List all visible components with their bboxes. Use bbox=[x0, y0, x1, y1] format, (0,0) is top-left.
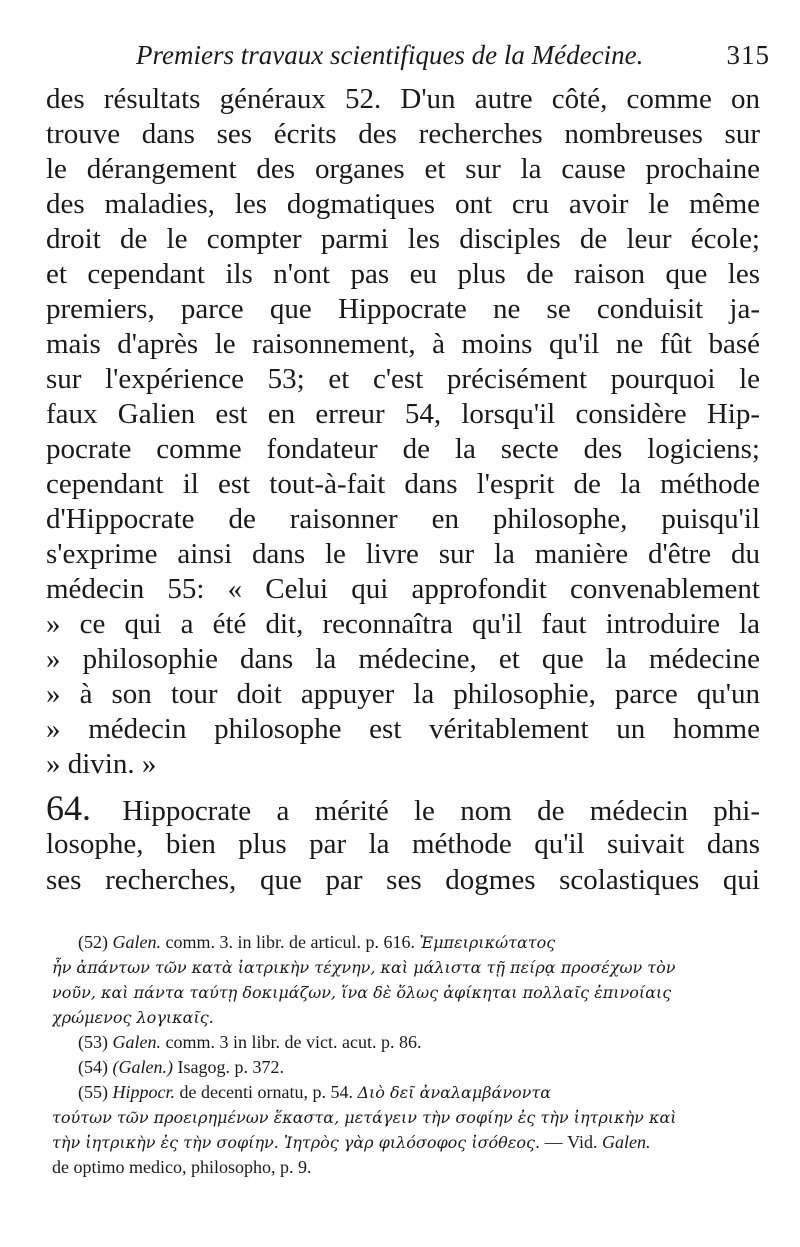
text-line: premiers, parce que Hippocrate ne se conduisit ja- bbox=[46, 293, 760, 325]
greek-text: Ἐμπειρικώτατος bbox=[419, 933, 556, 952]
footnote-reference: comm. 3. in libr. de articul. p. 616. bbox=[165, 932, 415, 952]
greek-line: χρώμενος λογικαῖς. bbox=[52, 1008, 214, 1027]
text-line bbox=[46, 790, 760, 826]
text-line: des maladies, les dogmatiques ont cru avoir le même bbox=[46, 188, 760, 220]
text-line: le dérangement des organes et sur la cause prochaine bbox=[46, 153, 760, 185]
text-line: cependant il est tout-à-fait dans l'esprit de la méthode bbox=[46, 468, 760, 500]
footnote-55 bbox=[78, 1080, 762, 1105]
text-line: » à son tour doit appuyer la philosophie, parce qu'un bbox=[46, 678, 760, 710]
text-line: trouve dans ses écrits des recherches nombreuses sur bbox=[46, 118, 760, 150]
greek-line-with-ref bbox=[52, 1130, 762, 1155]
footnote-last-line: de optimo medico, philosopho, p. 9. bbox=[52, 1157, 312, 1177]
paragraph-1 bbox=[46, 82, 760, 782]
first-line-text: Hippocrate a mérité le nom de médecin phi- bbox=[122, 795, 760, 826]
text-line: et cependant ils n'ont pas eu plus de raison que les bbox=[46, 258, 760, 290]
footnote-marker: (54) bbox=[78, 1057, 108, 1077]
footnote-reference: comm. 3 in libr. de vict. acut. p. 86. bbox=[165, 1032, 422, 1052]
footnote-52 bbox=[78, 930, 762, 955]
footnote-author: Galen. bbox=[112, 1032, 161, 1052]
greek-text: τὴν ἰητρικὴν ἐς τὴν σοφίην. Ἰητρὸς γὰρ φιλόσοφος ἰσόθεος. bbox=[52, 1133, 541, 1152]
greek-line: ἦν ἁπάντων τῶν κατὰ ἰατρικὴν τέχνην, καὶ μάλιστα τῇ πείρᾳ προσέχων τὸν bbox=[52, 958, 676, 977]
text-line: losophe, bien plus par la méthode qu'il suivait dans bbox=[46, 828, 760, 860]
text-line: » philosophie dans la médecine, et que la médecine bbox=[46, 643, 760, 675]
footnote-author: (Galen.) bbox=[112, 1057, 173, 1077]
footnote-marker: (55) bbox=[78, 1082, 108, 1102]
page-number: 315 bbox=[726, 40, 770, 70]
text-line: » médecin philosophe est véritablement un homme bbox=[46, 713, 760, 745]
text-line: » divin. » bbox=[46, 748, 157, 780]
footnote-53 bbox=[78, 1030, 762, 1055]
footnote-marker: (52) bbox=[78, 932, 108, 952]
text-line: sur l'expérience 53; et c'est précisément pourquoi le bbox=[46, 363, 760, 395]
section-number: 64. bbox=[46, 790, 91, 826]
text-line: faux Galien est en erreur 54, lorsqu'il considère Hip- bbox=[46, 398, 760, 430]
footnotes bbox=[52, 930, 762, 1180]
page-header bbox=[100, 34, 770, 74]
footnote-reference: Isagog. p. 372. bbox=[177, 1057, 284, 1077]
text-line: droit de le compter parmi les disciples de leur école; bbox=[46, 223, 760, 255]
running-title: Premiers travaux scientifiques de la Médecine. bbox=[136, 40, 644, 70]
greek-line: νοῦν, καὶ πάντα ταύτῃ δοκιμάζων, ἵνα δὲ ὅλως ἀφίκηται πολλαῖς ἐπινοίαις bbox=[52, 983, 672, 1002]
footnote-reference: de decenti ornatu, p. 54. bbox=[179, 1082, 353, 1102]
greek-text: Διὸ δεῖ ἀναλαμβάνοντα bbox=[357, 1083, 552, 1102]
text-line: mais d'après le raisonnement, à moins qu'il ne fût basé bbox=[46, 328, 760, 360]
text-line: des résultats généraux 52. D'un autre côté, comme on bbox=[46, 83, 760, 115]
text-line: » ce qui a été dit, reconnaîtra qu'il faut introduire la bbox=[46, 608, 760, 640]
paragraph-64 bbox=[46, 790, 760, 898]
greek-line: τούτων τῶν προειρημένων ἕκαστα, μετάγειν τὴν σοφίην ἐς τὴν ἰητρικὴν καὶ bbox=[52, 1108, 677, 1127]
footnote-54 bbox=[78, 1055, 762, 1080]
footnote-author: Galen. bbox=[601, 1132, 651, 1152]
text-line: s'exprime ainsi dans le livre sur la manière d'être du bbox=[46, 538, 760, 570]
text-line: d'Hippocrate de raisonner en philosophe, puisqu'il bbox=[46, 503, 760, 535]
footnote-author: Galen. bbox=[112, 932, 161, 952]
vid-text: — Vid. bbox=[544, 1132, 598, 1152]
text-line: médecin 55: « Celui qui approfondit convenablement bbox=[46, 573, 760, 605]
text-line: ses recherches, que par ses dogmes scolastiques qui bbox=[46, 864, 760, 896]
text-line: pocrate comme fondateur de la secte des logiciens; bbox=[46, 433, 760, 465]
footnote-marker: (53) bbox=[78, 1032, 108, 1052]
footnote-author: Hippocr. bbox=[112, 1082, 175, 1102]
